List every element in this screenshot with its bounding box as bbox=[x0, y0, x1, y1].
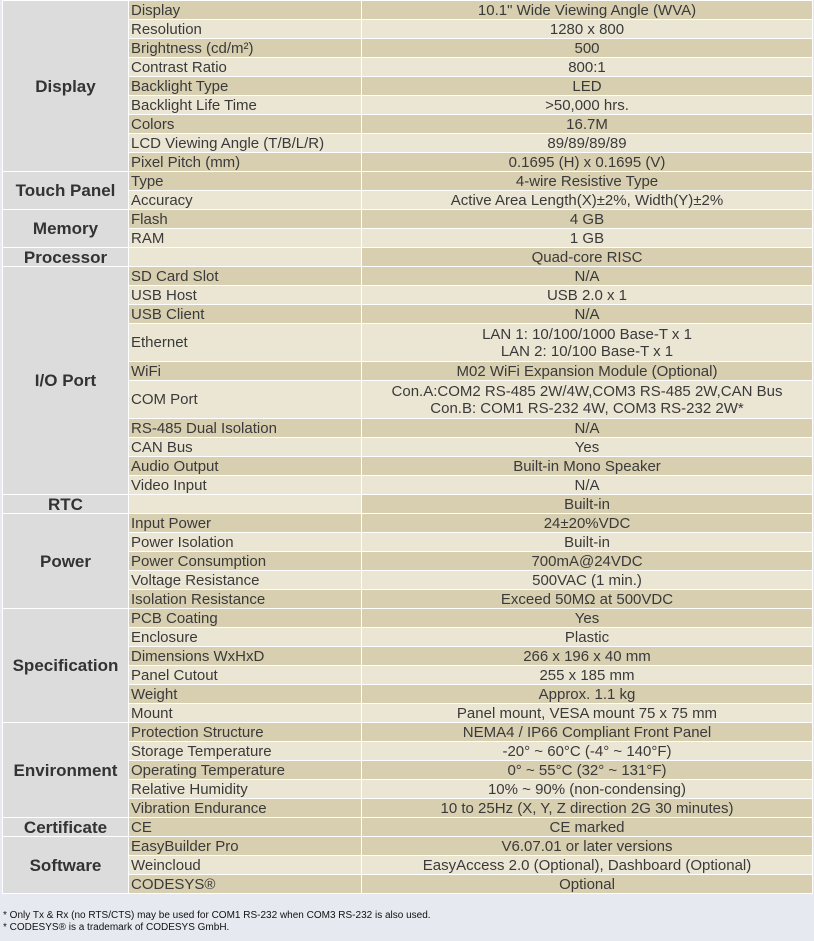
spec-value: Built-in bbox=[362, 495, 813, 514]
spec-key: Flash bbox=[129, 210, 362, 229]
spec-row bbox=[3, 1, 813, 20]
spec-value: Exceed 50MΩ at 500VDC bbox=[362, 590, 813, 609]
spec-value: 10 to 25Hz (X, Y, Z direction 2G 30 minutes) bbox=[362, 799, 813, 818]
spec-value: 10.1" Wide Viewing Angle (WVA) bbox=[362, 1, 813, 20]
spec-key: Brightness (cd/m²) bbox=[129, 39, 362, 58]
spec-table-body bbox=[3, 1, 813, 894]
spec-value: 4 GB bbox=[362, 210, 813, 229]
spec-value: Built-in Mono Speaker bbox=[362, 457, 813, 476]
spec-key: Voltage Resistance bbox=[129, 571, 362, 590]
spec-row bbox=[3, 248, 813, 267]
spec-value: 266 x 196 x 40 mm bbox=[362, 647, 813, 666]
spec-key: Panel Cutout bbox=[129, 666, 362, 685]
spec-value: Approx. 1.1 kg bbox=[362, 685, 813, 704]
spec-key: Mount bbox=[129, 704, 362, 723]
spec-key: Protection Structure bbox=[129, 723, 362, 742]
spec-key: Operating Temperature bbox=[129, 761, 362, 780]
spec-row bbox=[3, 495, 813, 514]
spec-value: -20° ~ 60°C (-4° ~ 140°F) bbox=[362, 742, 813, 761]
spec-value: 4-wire Resistive Type bbox=[362, 172, 813, 191]
spec-key: Pixel Pitch (mm) bbox=[129, 153, 362, 172]
spec-value: Quad-core RISC bbox=[362, 248, 813, 267]
group-label: Processor bbox=[3, 248, 129, 267]
spec-key: RAM bbox=[129, 229, 362, 248]
spec-key: PCB Coating bbox=[129, 609, 362, 628]
spec-value: 700mA@24VDC bbox=[362, 552, 813, 571]
spec-key: Accuracy bbox=[129, 191, 362, 210]
spec-key: Weight bbox=[129, 685, 362, 704]
spec-value: NEMA4 / IP66 Compliant Front Panel bbox=[362, 723, 813, 742]
spec-row bbox=[3, 837, 813, 856]
spec-key: Colors bbox=[129, 115, 362, 134]
spec-value: 1 GB bbox=[362, 229, 813, 248]
spec-value: >50,000 hrs. bbox=[362, 96, 813, 115]
spec-value: 16.7M bbox=[362, 115, 813, 134]
spec-key: Type bbox=[129, 172, 362, 191]
spec-key: EasyBuilder Pro bbox=[129, 837, 362, 856]
spec-value: 255 x 185 mm bbox=[362, 666, 813, 685]
spec-value: N/A bbox=[362, 419, 813, 438]
spec-key: Power Consumption bbox=[129, 552, 362, 571]
spec-row bbox=[3, 210, 813, 229]
spec-value: N/A bbox=[362, 305, 813, 324]
group-label: Specification bbox=[3, 609, 129, 723]
group-label: Software bbox=[3, 837, 129, 894]
spec-value: 500 bbox=[362, 39, 813, 58]
spec-key: LCD Viewing Angle (T/B/L/R) bbox=[129, 134, 362, 153]
spec-key: Backlight Life Time bbox=[129, 96, 362, 115]
spec-value: Optional bbox=[362, 875, 813, 894]
spec-key: Enclosure bbox=[129, 628, 362, 647]
spec-value: LAN 1: 10/100/1000 Base-T x 1 LAN 2: 10/100 Base-T x 1 bbox=[362, 324, 813, 362]
spec-key: Input Power bbox=[129, 514, 362, 533]
group-label: Memory bbox=[3, 210, 129, 248]
spec-value: 10% ~ 90% (non-condensing) bbox=[362, 780, 813, 799]
spec-value: LED bbox=[362, 77, 813, 96]
spec-key: Storage Temperature bbox=[129, 742, 362, 761]
spec-key: Resolution bbox=[129, 20, 362, 39]
spec-value: Active Area Length(X)±2%, Width(Y)±2% bbox=[362, 191, 813, 210]
group-label: RTC bbox=[3, 495, 129, 514]
spec-value: Plastic bbox=[362, 628, 813, 647]
spec-key: Dimensions WxHxD bbox=[129, 647, 362, 666]
spec-key: CAN Bus bbox=[129, 438, 362, 457]
spec-table bbox=[2, 0, 813, 894]
spec-row bbox=[3, 609, 813, 628]
spec-key: Audio Output bbox=[129, 457, 362, 476]
group-label: Environment bbox=[3, 723, 129, 818]
spec-row bbox=[3, 723, 813, 742]
spec-key: Vibration Endurance bbox=[129, 799, 362, 818]
spec-value: 24±20%VDC bbox=[362, 514, 813, 533]
spec-row bbox=[3, 267, 813, 286]
footnotes bbox=[3, 910, 431, 934]
group-label: Touch Panel bbox=[3, 172, 129, 210]
spec-value: Yes bbox=[362, 609, 813, 628]
spec-value: M02 WiFi Expansion Module (Optional) bbox=[362, 362, 813, 381]
spec-value: Yes bbox=[362, 438, 813, 457]
spec-value: 1280 x 800 bbox=[362, 20, 813, 39]
spec-value: V6.07.01 or later versions bbox=[362, 837, 813, 856]
spec-value: Panel mount, VESA mount 75 x 75 mm bbox=[362, 704, 813, 723]
spec-key: RS-485 Dual Isolation bbox=[129, 419, 362, 438]
spec-key: COM Port bbox=[129, 381, 362, 419]
spec-key: Video Input bbox=[129, 476, 362, 495]
spec-key: Relative Humidity bbox=[129, 780, 362, 799]
spec-value: CE marked bbox=[362, 818, 813, 837]
spec-key bbox=[129, 495, 362, 514]
spec-key: Backlight Type bbox=[129, 77, 362, 96]
spec-key: CODESYS® bbox=[129, 875, 362, 894]
spec-value: 800:1 bbox=[362, 58, 813, 77]
spec-key: USB Host bbox=[129, 286, 362, 305]
spec-key: Isolation Resistance bbox=[129, 590, 362, 609]
spec-value: USB 2.0 x 1 bbox=[362, 286, 813, 305]
spec-key: WiFi bbox=[129, 362, 362, 381]
spec-value: Con.A:COM2 RS-485 2W/4W,COM3 RS-485 2W,CAN Bus Con.B: COM1 RS-232 4W, COM3 RS-232 2W* bbox=[362, 381, 813, 419]
spec-value: 89/89/89/89 bbox=[362, 134, 813, 153]
spec-key: Ethernet bbox=[129, 324, 362, 362]
spec-key bbox=[129, 248, 362, 267]
spec-key: Contrast Ratio bbox=[129, 58, 362, 77]
spec-row bbox=[3, 172, 813, 191]
spec-key: SD Card Slot bbox=[129, 267, 362, 286]
spec-value: 0° ~ 55°C (32° ~ 131°F) bbox=[362, 761, 813, 780]
spec-key: Display bbox=[129, 1, 362, 20]
group-label: Power bbox=[3, 514, 129, 609]
spec-key: CE bbox=[129, 818, 362, 837]
spec-value: Built-in bbox=[362, 533, 813, 552]
spec-value: 500VAC (1 min.) bbox=[362, 571, 813, 590]
spec-value: EasyAccess 2.0 (Optional), Dashboard (Optional) bbox=[362, 856, 813, 875]
footnote: * CODESYS® is a trademark of CODESYS GmbH. bbox=[3, 922, 230, 933]
spec-row bbox=[3, 514, 813, 533]
group-label: Display bbox=[3, 1, 129, 172]
spec-key: Weincloud bbox=[129, 856, 362, 875]
footnote: * Only Tx & Rx (no RTS/CTS) may be used for COM1 RS-232 when COM3 RS-232 is also used. bbox=[3, 910, 431, 921]
spec-value: N/A bbox=[362, 267, 813, 286]
spec-row bbox=[3, 818, 813, 837]
spec-key: Power Isolation bbox=[129, 533, 362, 552]
spec-value: N/A bbox=[362, 476, 813, 495]
spec-key: USB Client bbox=[129, 305, 362, 324]
group-label: I/O Port bbox=[3, 267, 129, 495]
spec-value: 0.1695 (H) x 0.1695 (V) bbox=[362, 153, 813, 172]
group-label: Certificate bbox=[3, 818, 129, 837]
